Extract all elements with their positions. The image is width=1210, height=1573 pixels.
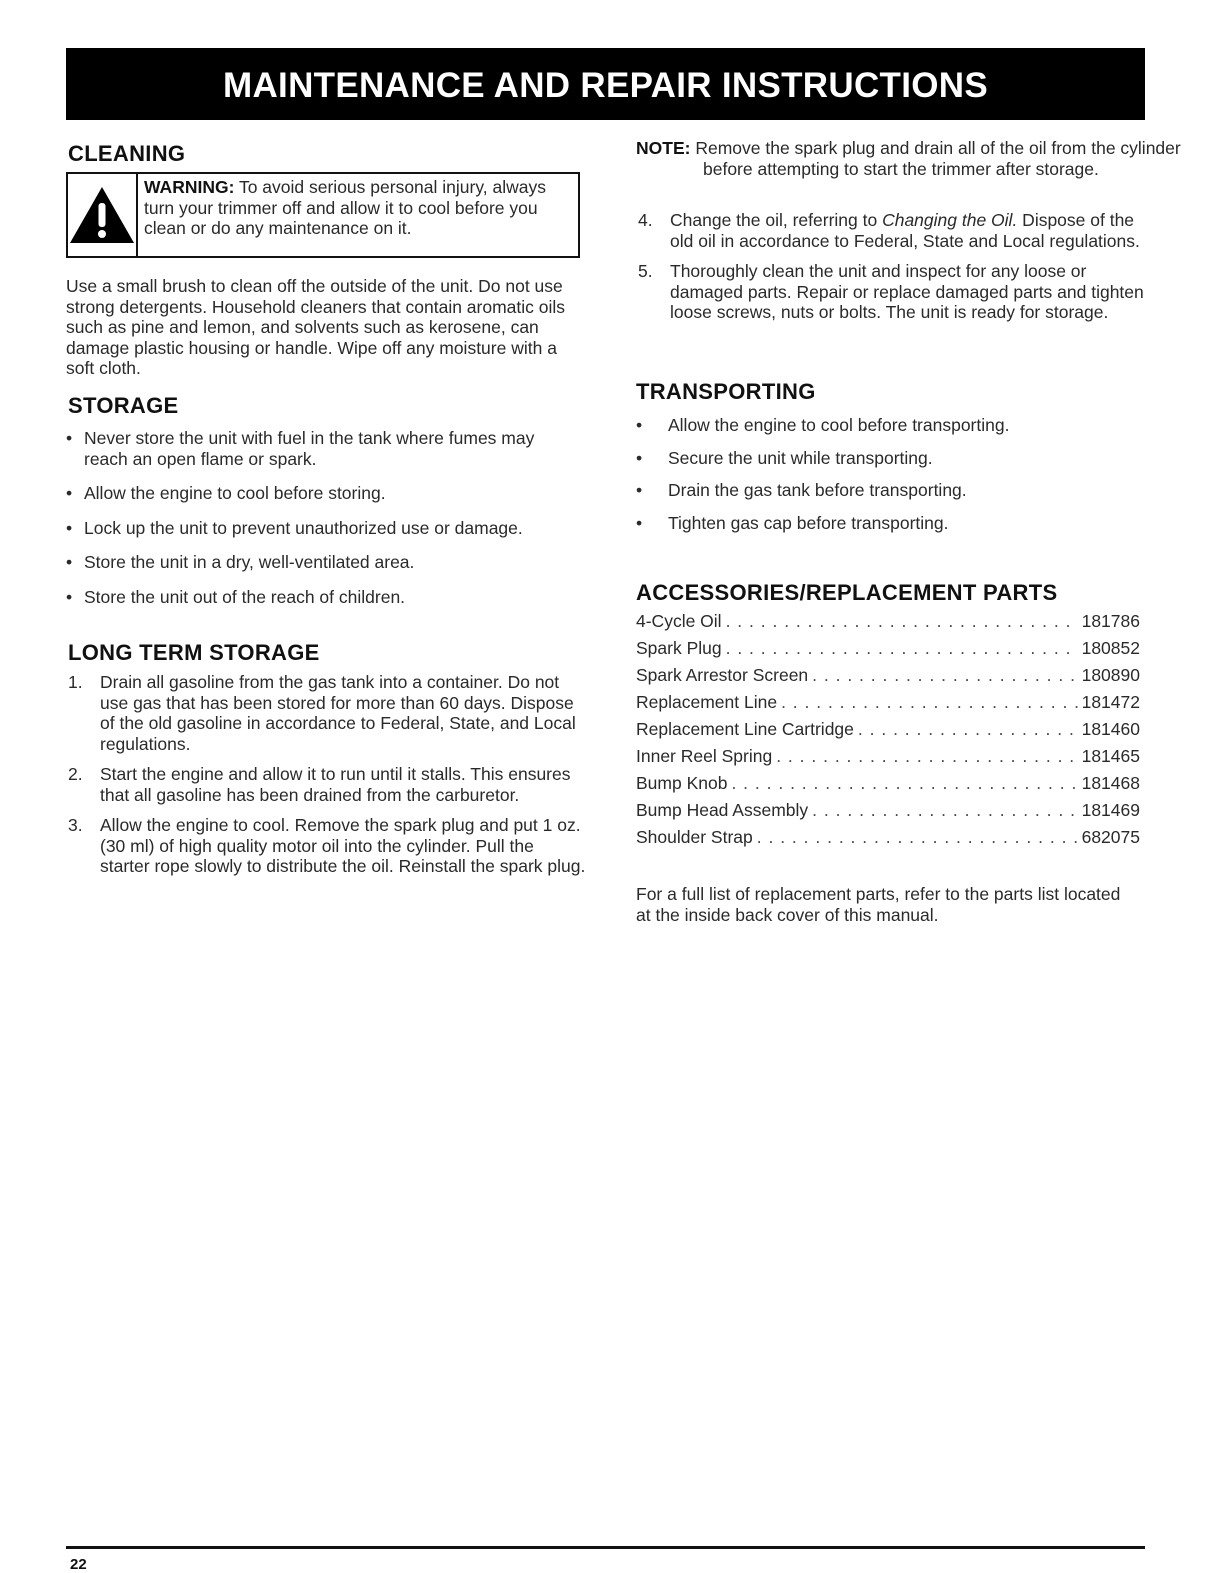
footer-rule — [66, 1546, 1145, 1549]
list-item: • Never store the unit with fuel in the tank where fumes may reach an open flame or spark. — [64, 428, 574, 469]
part-row: 4-Cycle Oil . . . 181786 — [636, 608, 1140, 635]
note-text: NOTE: Remove the spark plug and drain all of the oil from the cylinder before attempting to start the trimmer after storage. — [636, 138, 1181, 179]
cleaning-body: Use a small brush to clean off the outside of the unit. Do not use strong detergents. Household cleaners that contain aromatic oils such as pine and lemon, and solvents such as kerosene, can damage plastic housing or handle. Wipe off any moisture with a soft cloth. — [66, 276, 566, 378]
list-item: • Store the unit in a dry, well-ventilated area. — [64, 552, 574, 573]
part-row: Shoulder Strap . . . 682075 — [636, 824, 1140, 851]
list-item: • Drain the gas tank before transporting. — [634, 480, 1144, 501]
warning-text: WARNING: To avoid serious personal injury, always turn your trimmer off and allow it to cool before you clean or do any maintenance on it. — [144, 177, 546, 238]
list-item: 4. Change the oil, referring to Changing the Oil. Dispose of the old oil in accordance to Federal, State and Local regulations. — [638, 210, 1140, 251]
list-item: • Allow the engine to cool before transporting. — [634, 415, 1144, 436]
list-item: • Allow the engine to cool before storing. — [64, 483, 574, 504]
storage-list — [64, 428, 574, 621]
part-row: Bump Knob . . . 181468 — [636, 770, 1140, 797]
long-term-storage-heading: LONG TERM STORAGE — [68, 640, 320, 665]
list-item: • Tighten gas cap before transporting. — [634, 513, 1144, 534]
list-item: • Store the unit out of the reach of children. — [64, 587, 574, 608]
list-item: 3. Allow the engine to cool. Remove the spark plug and put 1 oz. (30 ml) of high quality motor oil into the cylinder. Pull the starter rope slowly to distribute the oil. Reinstall the spark plug. — [68, 815, 586, 876]
long-term-steps-continued — [636, 210, 1146, 333]
list-item: • Secure the unit while transporting. — [634, 448, 1144, 469]
transporting-heading: TRANSPORTING — [636, 379, 816, 404]
part-row: Inner Reel Spring . . . 181465 — [636, 743, 1140, 770]
parts-heading: ACCESSORIES/REPLACEMENT PARTS — [636, 580, 1058, 605]
part-row: Bump Head Assembly . . . 181469 — [636, 797, 1140, 824]
transporting-list — [634, 415, 1144, 545]
cleaning-heading: CLEANING — [68, 141, 186, 166]
page-number: 22 — [70, 1556, 87, 1573]
parts-list — [636, 608, 1140, 851]
warning-box — [66, 172, 580, 258]
part-row: Replacement Line . . . 181472 — [636, 689, 1140, 716]
warning-triangle-icon — [68, 174, 138, 256]
part-row: Spark Plug . . . 180852 — [636, 635, 1140, 662]
list-item: 1. Drain all gasoline from the gas tank into a container. Do not use gas that has been stored for more than 60 days. Dispose of the old gasoline in accordance to Federal, State, and Local regulations. — [68, 672, 576, 754]
part-row: Replacement Line Cartridge . . . 181460 — [636, 716, 1140, 743]
storage-heading: STORAGE — [68, 393, 179, 418]
long-term-steps — [66, 672, 586, 887]
list-item: 5. Thoroughly clean the unit and inspect for any loose or damaged parts. Repair or replace damaged parts and tighten loose screws, nuts or bolts. The unit is ready for storage. — [638, 261, 1144, 322]
list-item: • Lock up the unit to prevent unauthorized use or damage. — [64, 518, 574, 539]
parts-footer: For a full list of replacement parts, refer to the parts list located at the inside back cover of this manual. — [636, 884, 1121, 925]
page-title: MAINTENANCE AND REPAIR INSTRUCTIONS — [66, 48, 1145, 120]
list-item: 2. Start the engine and allow it to run until it stalls. This ensures that all gasoline has been drained from the carburetor. — [68, 764, 571, 805]
part-row: Spark Arrestor Screen . . . 180890 — [636, 662, 1140, 689]
